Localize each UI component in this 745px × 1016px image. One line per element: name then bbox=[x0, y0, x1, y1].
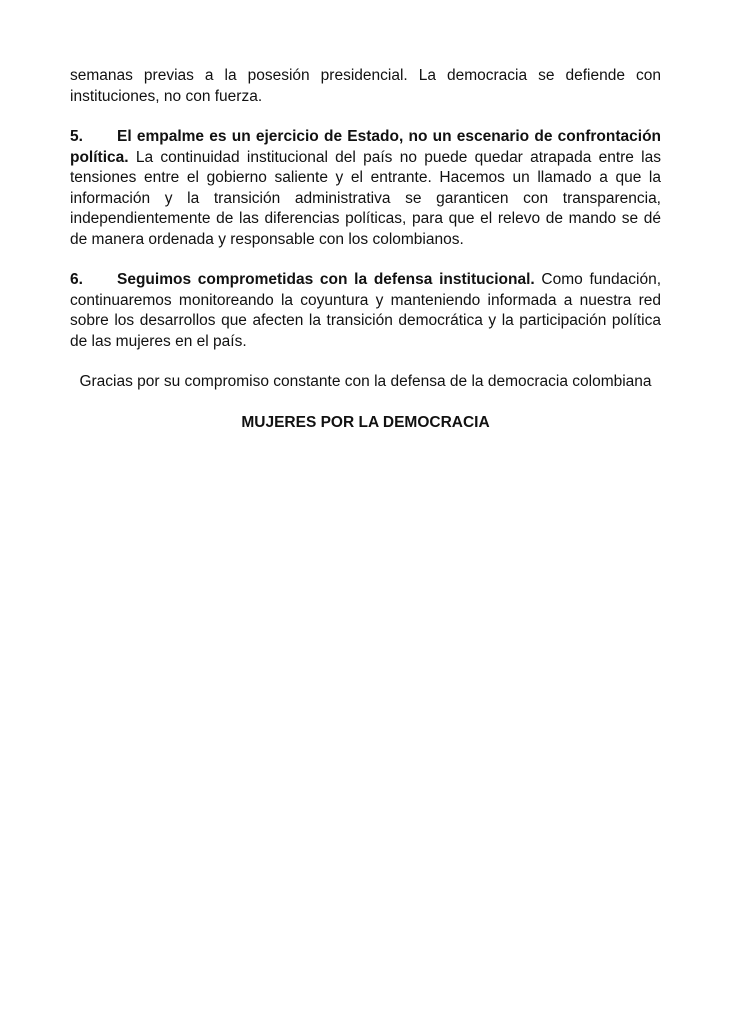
closing-line: Gracias por su compromiso constante con la defensa de la democracia colombiana bbox=[79, 373, 652, 390]
continuation-paragraph: semanas previas a la posesión presidencial. La democracia se defiende con instituciones, no con fuerza. bbox=[70, 67, 661, 105]
document-body bbox=[70, 66, 661, 433]
signature: MUJERES POR LA DEMOCRACIA bbox=[241, 413, 490, 431]
paragraph-text: La continuidad institucional del país no puede quedar atrapada entre las tensiones entre el gobierno saliente y el entrante. Hacemos un llamado a que la información y la transición administrativa se garanticen con transparencia, independientemente de las diferencias políticas, para que el relevo de mando se dé de manera ordenada y responsable con los colombianos. bbox=[70, 148, 661, 248]
paragraph-lead: Seguimos comprometidas con la defensa institucional. bbox=[117, 271, 535, 288]
paragraph-text: Como fundación, continuaremos monitoreando la coyuntura y manteniendo informada a nuestra red sobre los desarrollos que afecten la transición democrática y la participación política de las mujeres en el país. bbox=[70, 271, 661, 350]
numbered-paragraph-6 bbox=[70, 270, 661, 352]
paragraph-lead: El empalme es un ejercicio de Estado, no un escenario de confrontación política. bbox=[70, 128, 661, 166]
numbered-paragraph-5 bbox=[70, 127, 661, 250]
paragraph-number: 5. bbox=[70, 128, 83, 145]
paragraph-number: 6. bbox=[70, 271, 83, 288]
